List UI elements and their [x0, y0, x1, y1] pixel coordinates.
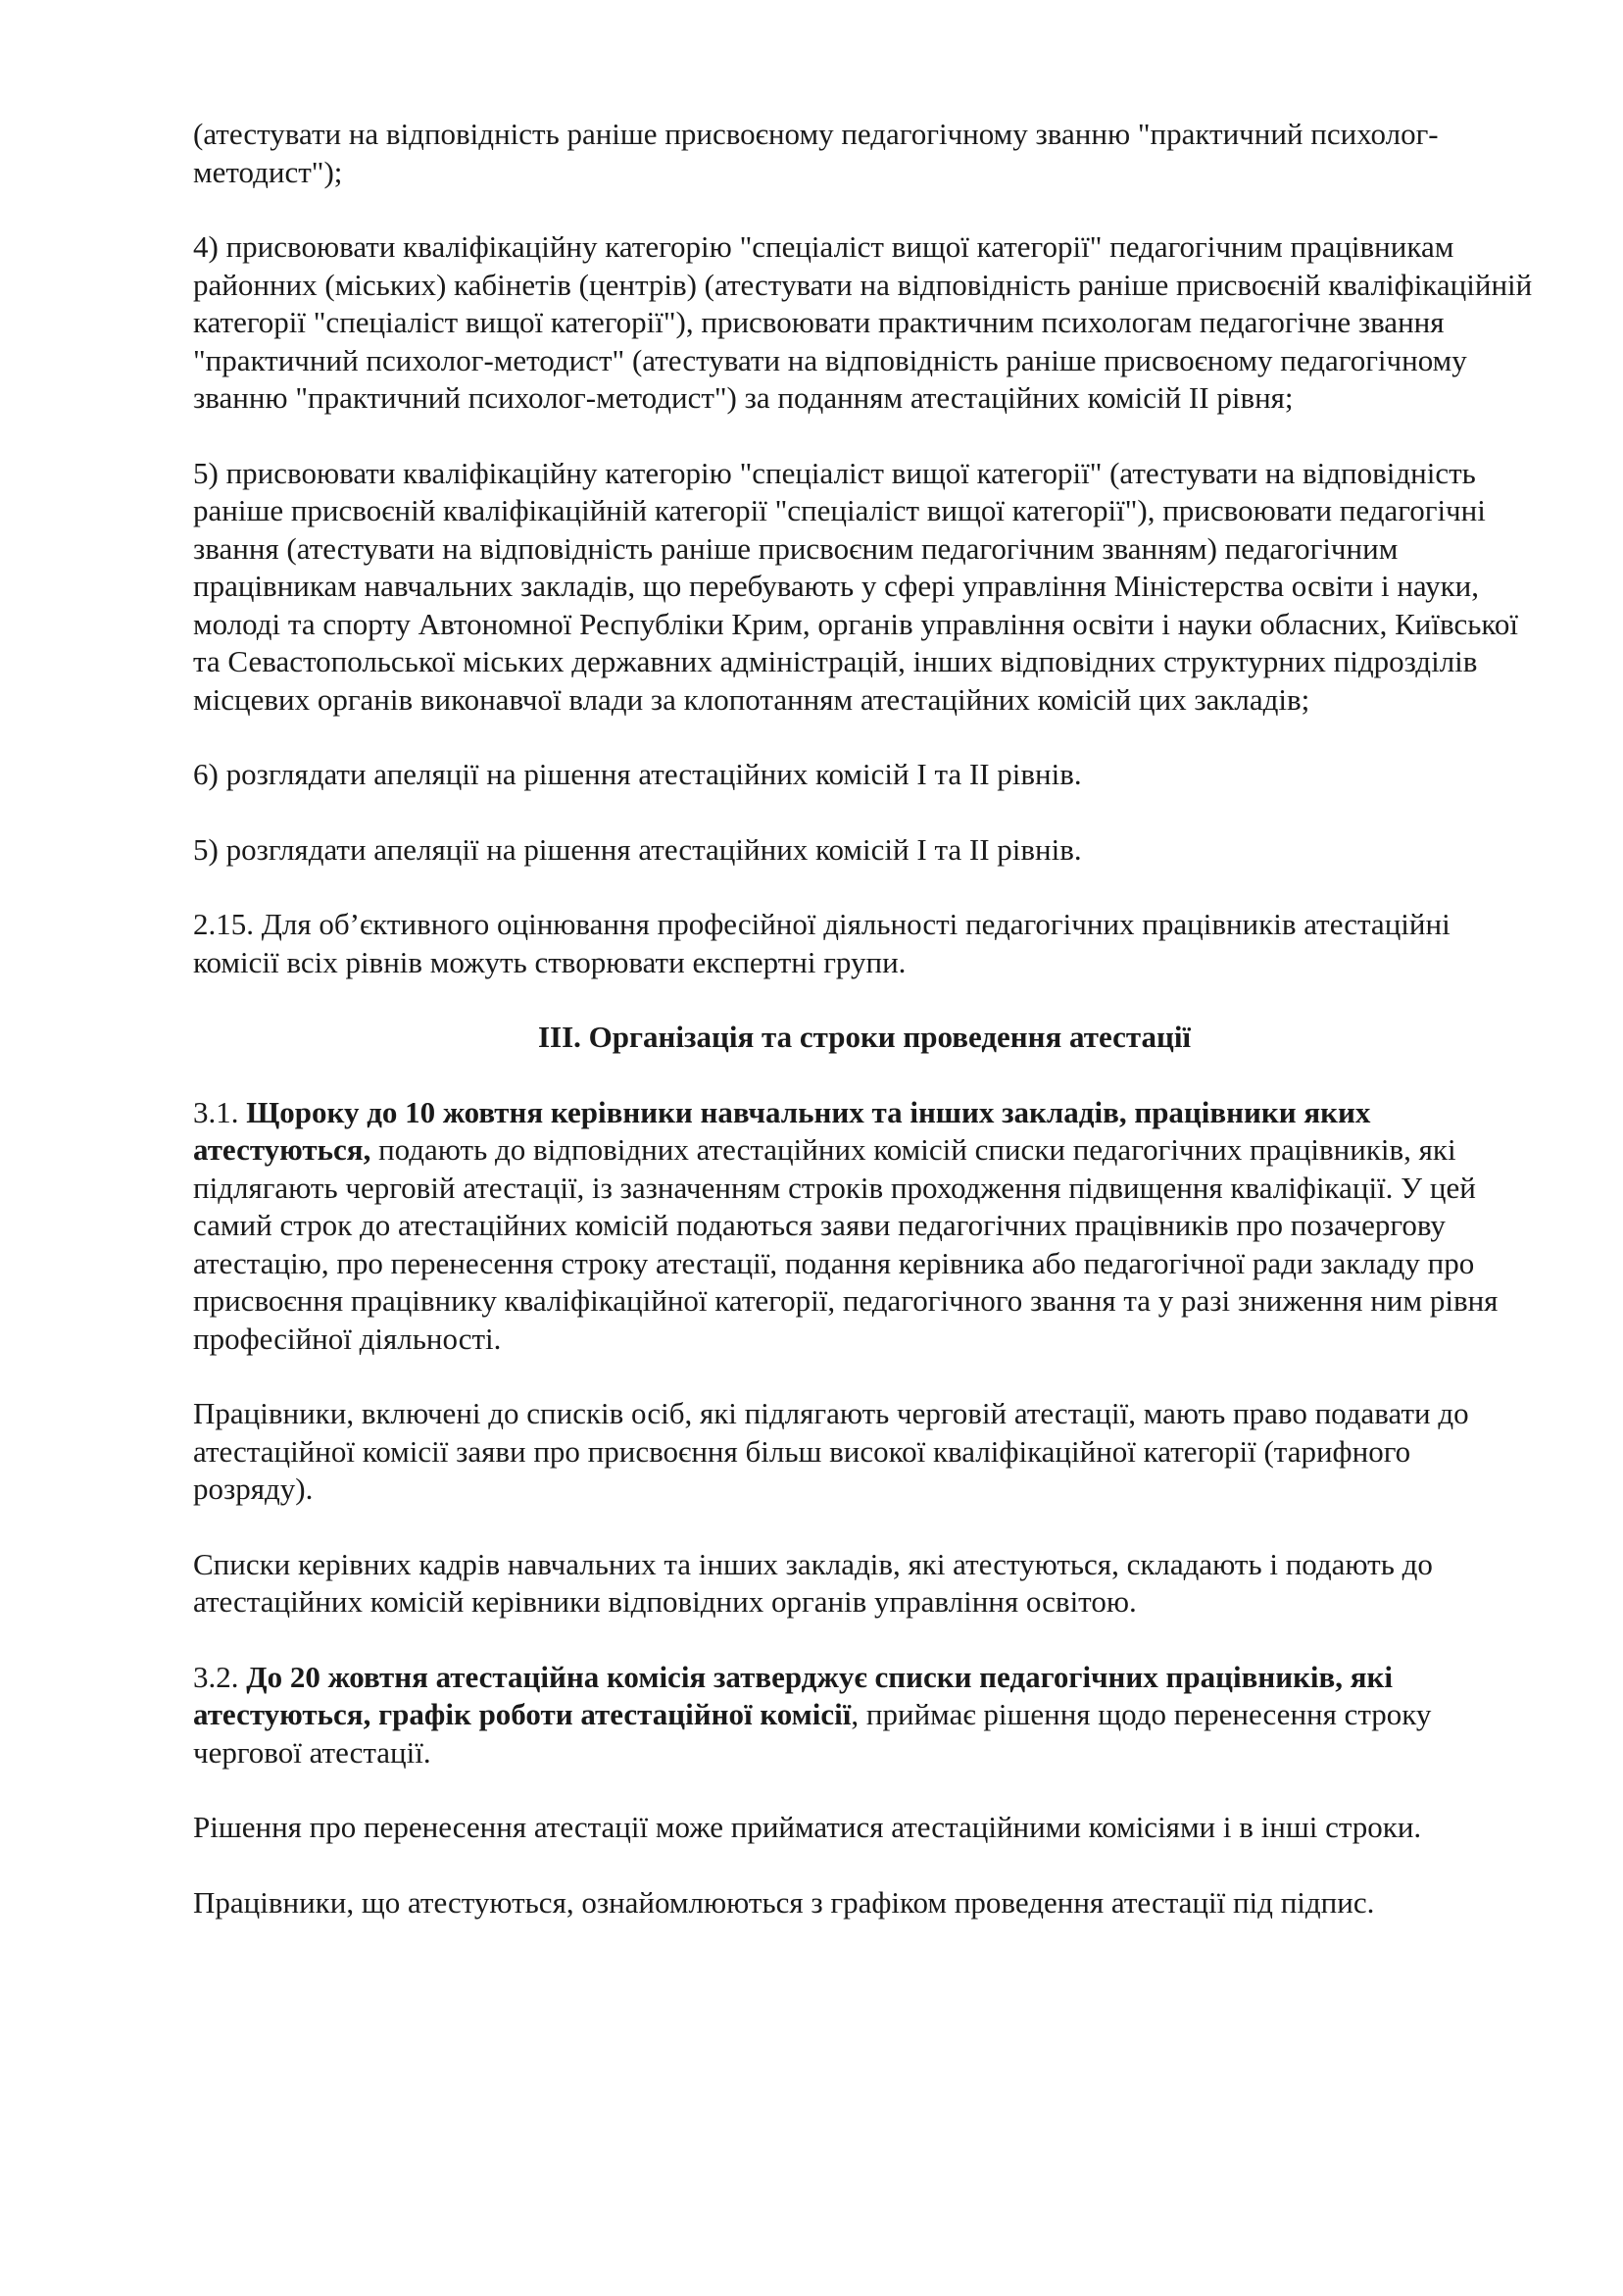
- paragraph-3-2-text: , приймає рішення щодо перенесення строку чергової атестації.: [193, 1697, 1432, 1770]
- paragraph-item-5-duplicate: 5) розглядати апеляції на рішення атестаційних комісій І та ІІ рівнів.: [193, 831, 1082, 867]
- paragraph-schedule-signature: Працівники, що атестуються, ознайомлюються з графіком проведення атестації під підпис.: [193, 1884, 1375, 1920]
- document-page: [193, 116, 1536, 1959]
- paragraph-3-2-bold: До 20 жовтня атестаційна комісія затверджує списки педагогічних працівників, які атестуються, графік роботи атестаційної комісії: [193, 1659, 1394, 1731]
- paragraph-item-5: 5) присвоювати кваліфікаційну категорію "спеціаліст вищої категорії" (атестувати на відповідність раніше присвоєній кваліфікаційній категорії "спеціаліст вищої категорії"), присвоювати педагогічні звання (атестувати на відповідність раніше присвоєним педагогічним званням) педагогічним працівникам навчальних закладів, що перебувають у сфері управління Міністерства освіти і науки, молоді та спорту Автономної Республіки Крим, органів управління освіти і науки обласних, Київської та Севастопольської міських державних адміністрацій, інших відповідних структурних підрозділів місцевих органів виконавчої влади за клопотанням атестаційних комісій цих закладів;: [193, 455, 1518, 717]
- paragraph-2-15: 2.15. Для об’єктивного оцінювання професійної діяльності педагогічних працівників атестаційні комісії всіх рівнів можуть створювати експертні групи.: [193, 907, 1451, 979]
- paragraph-workers-right: Працівники, включені до списків осіб, які підлягають черговій атестації, мають право подавати до атестаційної комісії заяви про присвоєння більш високої кваліфікаційної категорії (тарифного розряду).: [193, 1396, 1469, 1506]
- paragraph-3-1: [193, 1094, 1536, 1359]
- paragraph-3-1-bold: Щороку до 10 жовтня керівники навчальних та інших закладів, працівники яких атестуються,: [193, 1094, 1371, 1167]
- paragraph-item-4: 4) присвоювати кваліфікаційну категорію "спеціаліст вищої категорії" педагогічним працівникам районних (міських) кабінетів (центрів) (атестувати на відповідність раніше присвоєній кваліфікаційній категорії "спеціаліст вищої категорії"), присвоювати практичним психологам педагогічне звання "практичний психолог-методист" (атестувати на відповідність раніше присвоєному педагогічному званню "практичний психолог-методист") за поданням атестаційних комісій ІІ рівня;: [193, 229, 1533, 415]
- paragraph-3-1-text: подають до відповідних атестаційних комісій списки педагогічних працівників, які підлягають черговій атестації, із зазначенням строків проходження підвищення кваліфікації. У цей самий строк до атестаційних комісій подаються заяви педагогічних працівників про позачергову атестацію, про перенесення строку атестації, подання керівника або педагогічної ради закладу про присвоєння працівнику кваліфікаційної категорії, педагогічного звання та у разі зниження ним рівня професійної діяльності.: [193, 1132, 1499, 1356]
- paragraph-postponement: Рішення про перенесення атестації може прийматися атестаційними комісіями і в інші строки.: [193, 1810, 1422, 1844]
- paragraph-3-2: [193, 1659, 1536, 1772]
- section-heading: ІІІ. Організація та строки проведення атестації: [537, 1020, 1192, 1054]
- paragraph-3-2-number: 3.2.: [193, 1659, 247, 1694]
- paragraph-3-1-number: 3.1.: [193, 1094, 247, 1129]
- paragraph-management-lists: Списки керівних кадрів навчальних та інших закладів, які атестуються, складають і подають до атестаційних комісій керівники відповідних органів управління освітою.: [193, 1546, 1433, 1619]
- paragraph-item-6: 6) розглядати апеляції на рішення атестаційних комісій І та ІІ рівнів.: [193, 757, 1082, 791]
- paragraph-psychologist-methodist-end: (атестувати на відповідність раніше присвоєному педагогічному званню "практичний психолог-методист");: [193, 117, 1439, 189]
